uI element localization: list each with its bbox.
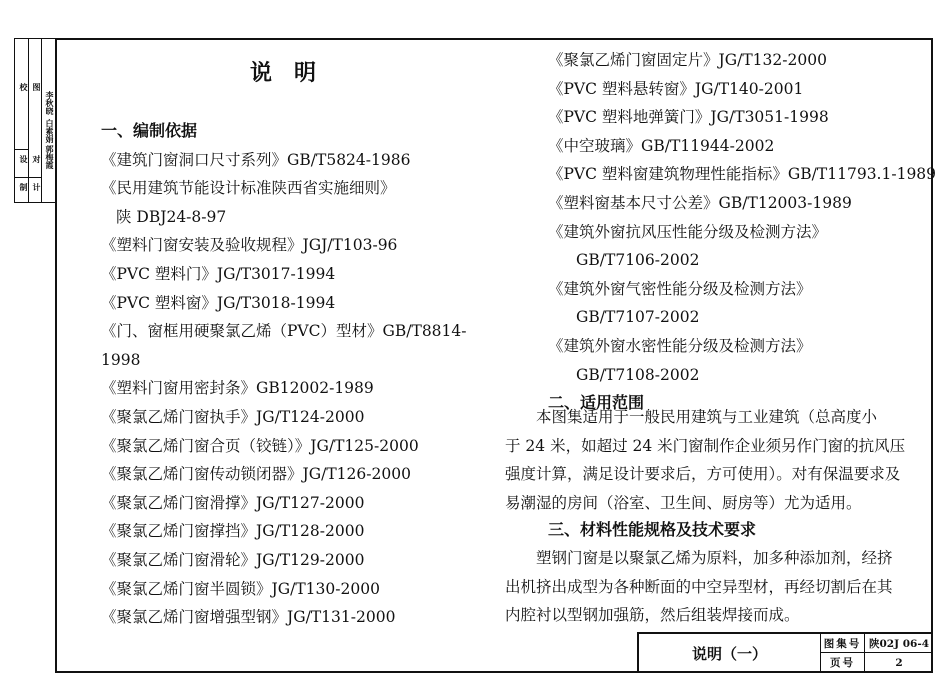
standard-reference: 《聚氯乙烯门窗固定片》JG/T132-2000	[548, 51, 827, 69]
standard-reference: 《塑料门窗用密封条》GB12002-1989	[101, 379, 374, 398]
standard-reference: GB/T7107-2002	[576, 308, 700, 327]
paragraph-line: 本图集适用于一般民用建筑与工业建筑（总高度小	[505, 408, 878, 426]
side-label-design-2: 计	[32, 183, 42, 191]
paragraph-line: 于 24 米，如超过 24 米门窗制作企业须另作门窗的抗风压	[505, 436, 906, 455]
paragraph-line: 易潮湿的房间（浴室、卫生间、厨房等）尤为适用。	[505, 493, 862, 512]
title-block	[637, 632, 933, 673]
standard-reference: 《PVC 塑料悬转窗》JG/T140-2001	[548, 79, 804, 98]
standard-reference: 《聚氯乙烯门窗半圆锁》JG/T130-2000	[101, 579, 380, 598]
atlas-label: 图集号	[821, 634, 865, 653]
standard-reference: GB/T7106-2002	[576, 251, 700, 270]
standard-reference: 《PVC 塑料窗建筑物理性能指标》GB/T11793.1-1989	[548, 165, 937, 184]
side-col-role-2	[28, 39, 42, 202]
standard-reference: 《聚氯乙烯门窗传动锁闭器》JG/T126-2000	[101, 465, 411, 484]
side-col-names	[41, 39, 54, 202]
side-name-3: 郭梅霞	[45, 145, 55, 169]
sheet-name: 说明（一）	[639, 634, 821, 673]
side-label-draw-1: 制	[19, 183, 29, 191]
standard-reference: 《建筑外窗水密性能分级及检测方法》	[548, 337, 812, 355]
standard-reference: 《建筑门窗洞口尺寸系列》GB/T5824-1986	[101, 150, 411, 169]
paragraph-line: 强度计算，满足设计要求后，方可使用）。对有保温要求及	[505, 465, 901, 484]
standard-reference: 《PVC 塑料窗》JG/T3018-1994	[101, 293, 336, 312]
page-number: 2	[895, 656, 903, 669]
side-label-draw-2: 图	[32, 83, 42, 91]
page-label: 页号	[821, 653, 865, 672]
side-name-1: 李秋晓	[45, 91, 55, 115]
standard-reference: 《塑料窗基本尺寸公差》GB/T12003-1989	[548, 194, 852, 212]
side-label-check-1: 校	[19, 83, 29, 91]
standard-reference: 《聚氯乙烯门窗执手》JG/T124-2000	[101, 408, 365, 426]
standard-reference: 《PVC 塑料门》JG/T3017-1994	[101, 265, 336, 283]
paragraph-line: 出机挤出成型为各种断面的中空异型材，再经切割后在其	[505, 577, 893, 596]
paragraph-line: 内腔衬以型钢加强筋，然后组装焊接而成。	[505, 606, 800, 625]
page-title: 说明	[250, 61, 339, 86]
standard-reference: 《聚氯乙烯门窗滑撑》JG/T127-2000	[101, 493, 365, 512]
paragraph-line: 塑钢门窗是以聚氯乙烯为原料，加多种添加剂，经挤	[505, 549, 893, 567]
signature-strip	[14, 38, 55, 203]
standard-reference: 陕 DBJ24-8-97	[116, 207, 227, 226]
section3-heading: 三、材料性能规格及技术要求	[548, 520, 757, 539]
section-heading: 二、适用范围	[548, 393, 645, 413]
standard-reference: 《聚氯乙烯门窗撑挡》JG/T128-2000	[101, 522, 365, 541]
section-heading: 一、编制依据	[101, 121, 198, 140]
standard-reference: 《塑料门窗安装及验收规程》JGJ/T103-96	[101, 236, 398, 255]
standard-reference: 《门、窗框用硬聚氯乙烯（PVC）型材》GB/T8814-	[101, 322, 467, 341]
side-label-check-2: 对	[32, 155, 42, 163]
side-name-2: 白素娟	[45, 119, 55, 143]
standard-reference: 《聚氯乙烯门窗滑轮》JG/T129-2000	[101, 551, 365, 569]
side-label-design-1: 设	[19, 155, 29, 163]
standard-reference: 《民用建筑节能设计标准陕西省实施细则》	[101, 179, 396, 198]
standard-reference: GB/T7108-2002	[576, 365, 700, 384]
atlas-number: 陕02J 06-4	[865, 634, 933, 653]
standard-reference: 《聚氯乙烯门窗增强型钢》JG/T131-2000	[101, 608, 396, 627]
side-col-role	[15, 39, 29, 202]
standard-reference: 《建筑外窗气密性能分级及检测方法》	[548, 279, 812, 298]
standard-reference: 《建筑外窗抗风压性能分级及检测方法》	[548, 222, 828, 241]
standard-reference: 1998	[101, 350, 141, 369]
standard-reference: 《聚氯乙烯门窗合页（铰链）》JG/T125-2000	[101, 436, 419, 455]
standard-reference: 《中空玻璃》GB/T11944-2002	[548, 136, 775, 155]
standard-reference: 《PVC 塑料地弹簧门》JG/T3051-1998	[548, 108, 829, 127]
